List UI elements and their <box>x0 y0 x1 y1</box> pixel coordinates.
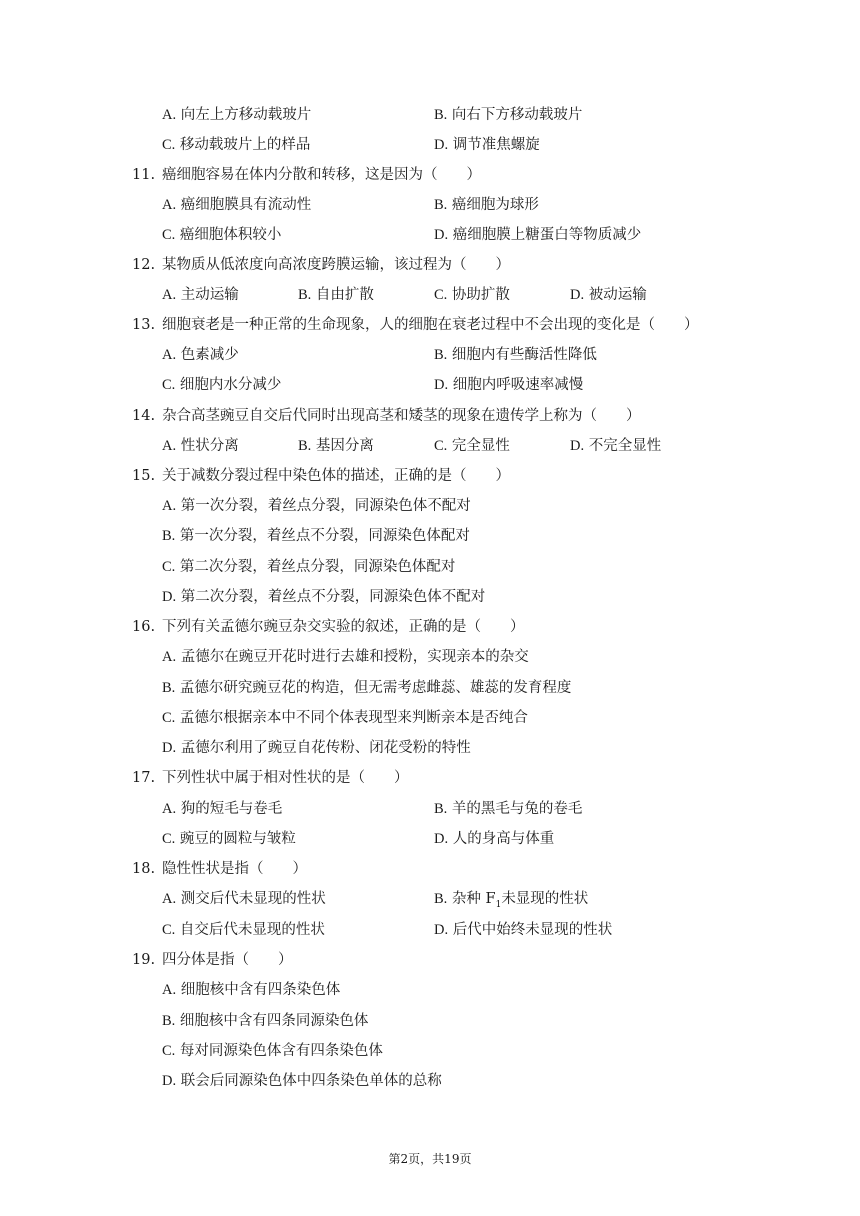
option-15-b <box>162 525 470 547</box>
question-stem: 下列有关孟德尔豌豆杂交实验的叙述，正确的是（ ） <box>162 619 525 635</box>
option-15-d <box>162 586 485 608</box>
option-text: 色素减少 <box>180 347 239 363</box>
option-text: 第二次分裂，着丝点不分裂，同源染色体不配对 <box>180 589 486 605</box>
option-12-a <box>162 284 239 306</box>
option-15-a <box>162 495 471 517</box>
option-text: 豌豆的圆粒与皱粒 <box>179 831 296 847</box>
question-number: 15. <box>132 468 156 484</box>
question-number: 13. <box>132 317 156 333</box>
question-stem: 隐性性状是指（ ） <box>162 861 307 877</box>
option-letter: C. <box>434 438 448 454</box>
question-stem: 关于减数分裂过程中染色体的描述，正确的是（ ） <box>162 468 510 484</box>
question-stem: 下列性状中属于相对性状的是（ ） <box>162 770 409 786</box>
option-13-c <box>162 374 281 396</box>
option-17-d <box>434 828 554 850</box>
option-text: 狗的短毛与卷毛 <box>180 801 283 817</box>
option-letter: D. <box>570 438 585 454</box>
question-number: 18. <box>132 861 156 877</box>
option-letter: C. <box>162 922 176 938</box>
option-letter: A. <box>162 498 177 514</box>
option-16-a <box>162 646 529 668</box>
question-number: 17. <box>132 770 156 786</box>
option-text: 细胞内水分减少 <box>179 377 282 393</box>
question-number: 12. <box>132 257 156 273</box>
option-text: 羊的黑毛与兔的卷毛 <box>451 801 583 817</box>
question-stem: 癌细胞容易在体内分散和转移，这是因为（ ） <box>162 167 481 183</box>
option-letter: A. <box>162 438 177 454</box>
option-text: 基因分离 <box>315 438 374 454</box>
option-text: 孟德尔在豌豆开花时进行去雄和授粉，实现亲本的杂交 <box>180 649 529 665</box>
option-letter: B. <box>434 891 448 907</box>
option-18-b <box>434 888 588 910</box>
option-letter: A. <box>162 649 177 665</box>
option-letter: D. <box>162 589 177 605</box>
question-number: 14. <box>132 408 156 424</box>
option-15-c <box>162 556 455 578</box>
option-text: 第一次分裂，着丝点分裂，同源染色体不配对 <box>180 498 471 514</box>
option-letter: B. <box>434 801 448 817</box>
option-letter: C. <box>162 1043 176 1059</box>
option-letter: A. <box>162 982 177 998</box>
option-letter: A. <box>162 891 177 907</box>
option-letter: C. <box>162 227 176 243</box>
option-letter: B. <box>298 438 312 454</box>
option-text: 主动运输 <box>180 287 239 303</box>
option-text: 移动载玻片上的样品 <box>179 137 311 153</box>
option-letter: D. <box>162 740 177 756</box>
option-text: 协助扩散 <box>451 287 510 303</box>
option-letter: C. <box>162 559 176 575</box>
option-12-d <box>570 284 647 306</box>
option-19-b <box>162 1010 368 1032</box>
option-text: 孟德尔根据亲本中不同个体表现型来判断亲本是否纯合 <box>179 710 528 726</box>
question-number: 19. <box>132 952 156 968</box>
option-letter: C. <box>162 831 176 847</box>
option-letter: C. <box>162 377 176 393</box>
option-17-b <box>434 798 582 820</box>
option-letter: B. <box>162 680 176 696</box>
option-10-d <box>434 134 540 156</box>
option-13-a <box>162 344 239 366</box>
option-12-b <box>298 284 374 306</box>
option-letter: D. <box>434 377 449 393</box>
option-text: 细胞内有些酶活性降低 <box>451 347 597 363</box>
option-16-b <box>162 677 571 699</box>
option-letter: D. <box>162 1073 177 1089</box>
option-17-a <box>162 798 282 820</box>
option-text-after: 未显现的性状 <box>501 891 589 907</box>
option-text: 不完全显性 <box>588 438 662 454</box>
option-text: 向右下方移动载玻片 <box>451 107 583 123</box>
option-text: 完全显性 <box>451 438 510 454</box>
option-text: 杂种 F <box>451 891 496 907</box>
option-text: 细胞核中含有四条同源染色体 <box>179 1013 369 1029</box>
option-text: 细胞内呼吸速率减慢 <box>452 377 584 393</box>
option-19-d <box>162 1070 442 1092</box>
question-number: 11. <box>132 167 156 183</box>
option-11-a <box>162 194 311 216</box>
option-10-a <box>162 104 311 126</box>
option-11-c <box>162 224 281 246</box>
option-text: 调节准焦螺旋 <box>452 137 540 153</box>
option-text: 癌细胞为球形 <box>451 197 539 213</box>
option-18-c <box>162 919 325 941</box>
option-text: 癌细胞膜具有流动性 <box>180 197 312 213</box>
option-10-b <box>434 104 582 126</box>
option-text: 第二次分裂，着丝点分裂，同源染色体配对 <box>179 559 456 575</box>
option-text: 癌细胞膜上糖蛋白等物质减少 <box>452 227 642 243</box>
option-letter: B. <box>162 1013 176 1029</box>
page-footer: 第2页，共19页 <box>388 1152 472 1166</box>
option-text: 第一次分裂，着丝点不分裂，同源染色体配对 <box>179 528 470 544</box>
option-14-d <box>570 435 661 457</box>
option-letter: A. <box>162 801 177 817</box>
option-18-a <box>162 888 326 910</box>
option-text: 被动运输 <box>588 287 647 303</box>
option-text: 人的身高与体重 <box>452 831 555 847</box>
option-text: 性状分离 <box>180 438 239 454</box>
question-stem: 细胞衰老是一种正常的生命现象，人的细胞在衰老过程中不会出现的变化是（ ） <box>162 317 699 333</box>
option-letter: D. <box>434 831 449 847</box>
option-letter: B. <box>434 197 448 213</box>
question-stem: 杂合高茎豌豆自交后代同时出现高茎和矮茎的现象在遗传学上称为（ ） <box>162 408 641 424</box>
option-letter: B. <box>434 347 448 363</box>
option-16-d <box>162 737 471 759</box>
question-stem: 某物质从低浓度向高浓度跨膜运输，该过程为（ ） <box>162 257 510 273</box>
option-text: 孟德尔研究豌豆花的构造，但无需考虑雌蕊、雄蕊的发育程度 <box>179 680 572 696</box>
option-letter: D. <box>434 227 449 243</box>
option-13-b <box>434 344 597 366</box>
option-letter: A. <box>162 347 177 363</box>
option-text: 癌细胞体积较小 <box>179 227 282 243</box>
question-number: 16. <box>132 619 156 635</box>
option-text: 自由扩散 <box>315 287 374 303</box>
option-letter: B. <box>298 287 312 303</box>
option-11-b <box>434 194 539 216</box>
option-text: 细胞核中含有四条染色体 <box>180 982 341 998</box>
option-18-d <box>434 919 612 941</box>
option-letter: D. <box>434 922 449 938</box>
option-letter: A. <box>162 197 177 213</box>
option-text: 向左上方移动载玻片 <box>180 107 312 123</box>
option-text: 后代中始终未显现的性状 <box>452 922 613 938</box>
option-letter: D. <box>570 287 585 303</box>
option-letter: A. <box>162 287 177 303</box>
option-letter: C. <box>434 287 448 303</box>
option-17-c <box>162 828 296 850</box>
option-text: 测交后代未显现的性状 <box>180 891 326 907</box>
option-16-c <box>162 707 528 729</box>
option-letter: B. <box>162 528 176 544</box>
option-letter: C. <box>162 710 176 726</box>
option-19-a <box>162 979 340 1001</box>
subscript: 1 <box>495 899 502 910</box>
option-10-c <box>162 134 310 156</box>
option-text: 孟德尔利用了豌豆自花传粉、闭花受粉的特性 <box>180 740 471 756</box>
option-14-b <box>298 435 374 457</box>
option-letter: D. <box>434 137 449 153</box>
option-14-c <box>434 435 510 457</box>
option-14-a <box>162 435 239 457</box>
option-letter: C. <box>162 137 176 153</box>
option-text: 每对同源染色体含有四条染色体 <box>179 1043 383 1059</box>
option-text: 联会后同源染色体中四条染色单体的总称 <box>180 1073 442 1089</box>
option-text: 自交后代未显现的性状 <box>179 922 325 938</box>
option-11-d <box>434 224 641 246</box>
option-12-c <box>434 284 510 306</box>
question-stem: 四分体是指（ ） <box>162 952 293 968</box>
option-letter: B. <box>434 107 448 123</box>
option-letter: A. <box>162 107 177 123</box>
option-19-c <box>162 1040 383 1062</box>
option-13-d <box>434 374 583 396</box>
